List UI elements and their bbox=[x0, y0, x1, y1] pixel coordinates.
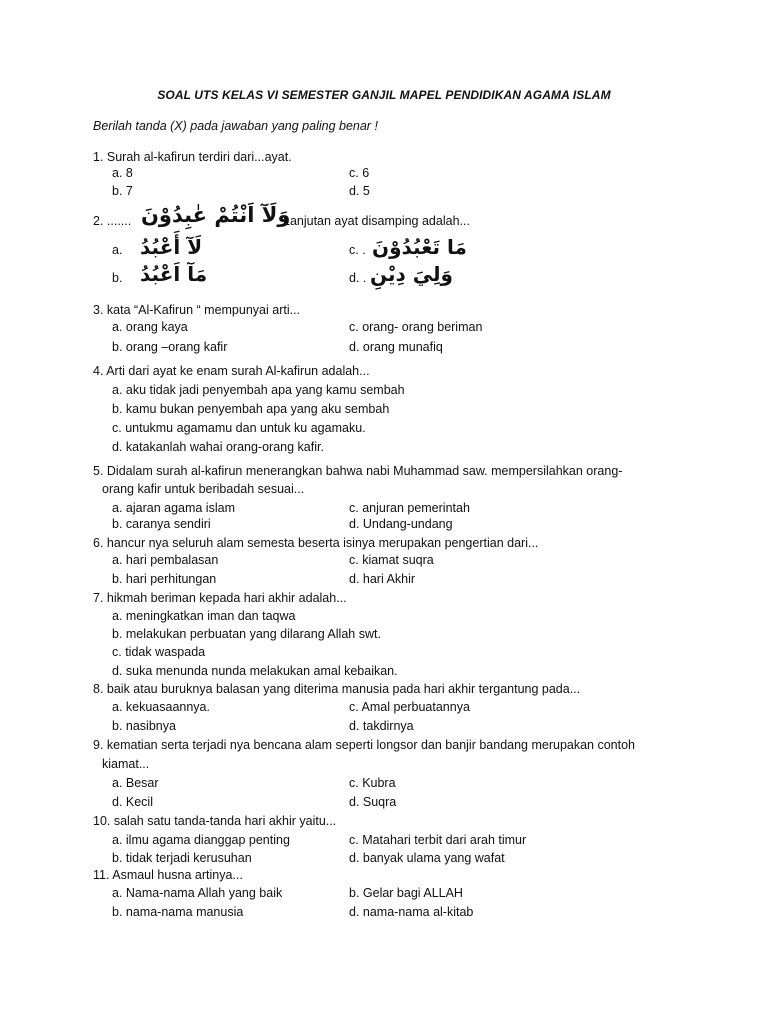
question-10-option-b: b. tidak terjadi kerusuhan bbox=[112, 851, 252, 865]
question-4-text: 4. Arti dari ayat ke enam surah Al-kafirun adalah... bbox=[93, 364, 370, 378]
question-5-text-continued: orang kafir untuk beribadah sesuai... bbox=[102, 482, 305, 496]
question-10-text: 10. salah satu tanda-tanda hari akhir yaitu... bbox=[93, 814, 337, 828]
question-8-option-b: b. nasibnya bbox=[112, 719, 176, 733]
question-4-option-a: a. aku tidak jadi penyembah apa yang kamu sembah bbox=[112, 383, 405, 397]
question-9-option-b: d. Kecil bbox=[112, 795, 153, 809]
question-2-option-b-arabic: مَآ اَعْبُدُ bbox=[140, 262, 208, 286]
question-11-option-a: a. Nama-nama Allah yang baik bbox=[112, 886, 283, 900]
question-8-option-c: c. Amal perbuatannya bbox=[349, 700, 470, 714]
question-9-option-a: a. Besar bbox=[112, 776, 159, 790]
question-2-option-a-arabic: لَآ أَعْبُدُ bbox=[140, 235, 203, 259]
question-9-option-c: c. Kubra bbox=[349, 776, 396, 790]
question-2-option-b-letter: b. bbox=[112, 271, 123, 285]
question-6-option-b: b. hari perhitungan bbox=[112, 572, 217, 586]
question-4-option-b: b. kamu bukan penyembah apa yang aku sembah bbox=[112, 402, 390, 416]
question-8-option-d: d. takdirnya bbox=[349, 719, 414, 733]
question-11-text: 11. Asmaul husna artinya... bbox=[93, 868, 243, 882]
question-3-option-c: c. orang- orang beriman bbox=[349, 320, 483, 334]
question-5-option-d: d. Undang-undang bbox=[349, 517, 453, 531]
question-9-text-continued: kiamat... bbox=[102, 757, 150, 771]
question-2-option-c-letter: c. . bbox=[349, 243, 366, 257]
question-2-option-d-letter: d. . bbox=[349, 271, 367, 285]
question-7-text: 7. hikmah beriman kepada hari akhir adalah... bbox=[93, 591, 347, 605]
question-1-option-b: b. 7 bbox=[112, 184, 133, 198]
question-7-option-d: d. suka menunda nunda melakukan amal kebaikan. bbox=[112, 664, 398, 678]
question-8-option-a: a. kekuasaannya. bbox=[112, 700, 210, 714]
question-5-text: 5. Didalam surah al-kafirun menerangkan bahwa nabi Muhammad saw. mempersilahkan orang- bbox=[93, 464, 623, 478]
question-7-option-b: b. melakukan perbuatan yang dilarang Allah swt. bbox=[112, 627, 381, 641]
question-6-text: 6. hancur nya seluruh alam semesta beserta isinya merupakan pengertian dari... bbox=[93, 536, 539, 550]
question-8-text: 8. baik atau buruknya balasan yang diterima manusia pada hari akhir tergantung pada... bbox=[93, 682, 581, 696]
question-10-option-c: c. Matahari terbit dari arah timur bbox=[349, 833, 527, 847]
question-5-option-b: b. caranya sendiri bbox=[112, 517, 211, 531]
question-3-option-d: d. orang munafiq bbox=[349, 340, 443, 354]
question-11-option-d: d. nama-nama al-kitab bbox=[349, 905, 474, 919]
question-2-option-c-arabic: مَا تَعْبُدُوْنَ bbox=[372, 235, 467, 259]
page-title: SOAL UTS KELAS VI SEMESTER GANJIL MAPEL PENDIDIKAN AGAMA ISLAM bbox=[157, 88, 611, 102]
question-7-option-c: c. tidak waspada bbox=[112, 645, 206, 659]
question-11-option-c: b. nama-nama manusia bbox=[112, 905, 244, 919]
question-7-option-a: a. meningkatkan iman dan taqwa bbox=[112, 609, 296, 623]
question-4-option-c: c. untukmu agamamu dan untuk ku agamaku. bbox=[112, 421, 366, 435]
question-5-option-c: c. anjuran pemerintah bbox=[349, 501, 470, 515]
question-6-option-d: d. hari Akhir bbox=[349, 572, 416, 586]
question-1-text: 1. Surah al-kafirun terdiri dari...ayat. bbox=[93, 150, 292, 164]
question-5-option-a: a. ajaran agama islam bbox=[112, 501, 235, 515]
question-3-text: 3. kata “Al-Kafirun “ mempunyai arti... bbox=[93, 303, 301, 317]
question-10-option-d: d. banyak ulama yang wafat bbox=[349, 851, 505, 865]
question-3-option-a: a. orang kaya bbox=[112, 320, 188, 334]
question-2-option-d-arabic: وَلِيَ دِيْنِ bbox=[370, 262, 453, 286]
question-1-option-a: a. 8 bbox=[112, 166, 133, 180]
question-2-option-a-letter: a. bbox=[112, 243, 123, 257]
question-4-option-d: d. katakanlah wahai orang-orang kafir. bbox=[112, 440, 324, 454]
question-1-option-d: d. 5 bbox=[349, 184, 370, 198]
question-1-option-c: c. 6 bbox=[349, 166, 370, 180]
question-3-option-b: b. orang –orang kafir bbox=[112, 340, 228, 354]
question-2-arabic-verse: وَلَآ اَنْتُمْ عٰبِدُوْنَ bbox=[141, 203, 291, 227]
question-10-option-a: a. ilmu agama dianggap penting bbox=[112, 833, 290, 847]
question-6-option-a: a. hari pembalasan bbox=[112, 553, 219, 567]
question-2-prefix: 2. ....... bbox=[93, 214, 132, 228]
question-9-text: 9. kematian serta terjadi nya bencana alam seperti longsor dan banjir bandang merupakan contoh bbox=[93, 738, 636, 752]
question-6-option-c: c. kiamat suqra bbox=[349, 553, 434, 567]
question-11-option-b: b. Gelar bagi ALLAH bbox=[349, 886, 463, 900]
question-9-option-d: d. Suqra bbox=[349, 795, 397, 809]
instruction-text: Berilah tanda (X) pada jawaban yang paling benar ! bbox=[93, 119, 378, 133]
question-2-text: Lanjutan ayat disamping adalah... bbox=[283, 214, 470, 228]
